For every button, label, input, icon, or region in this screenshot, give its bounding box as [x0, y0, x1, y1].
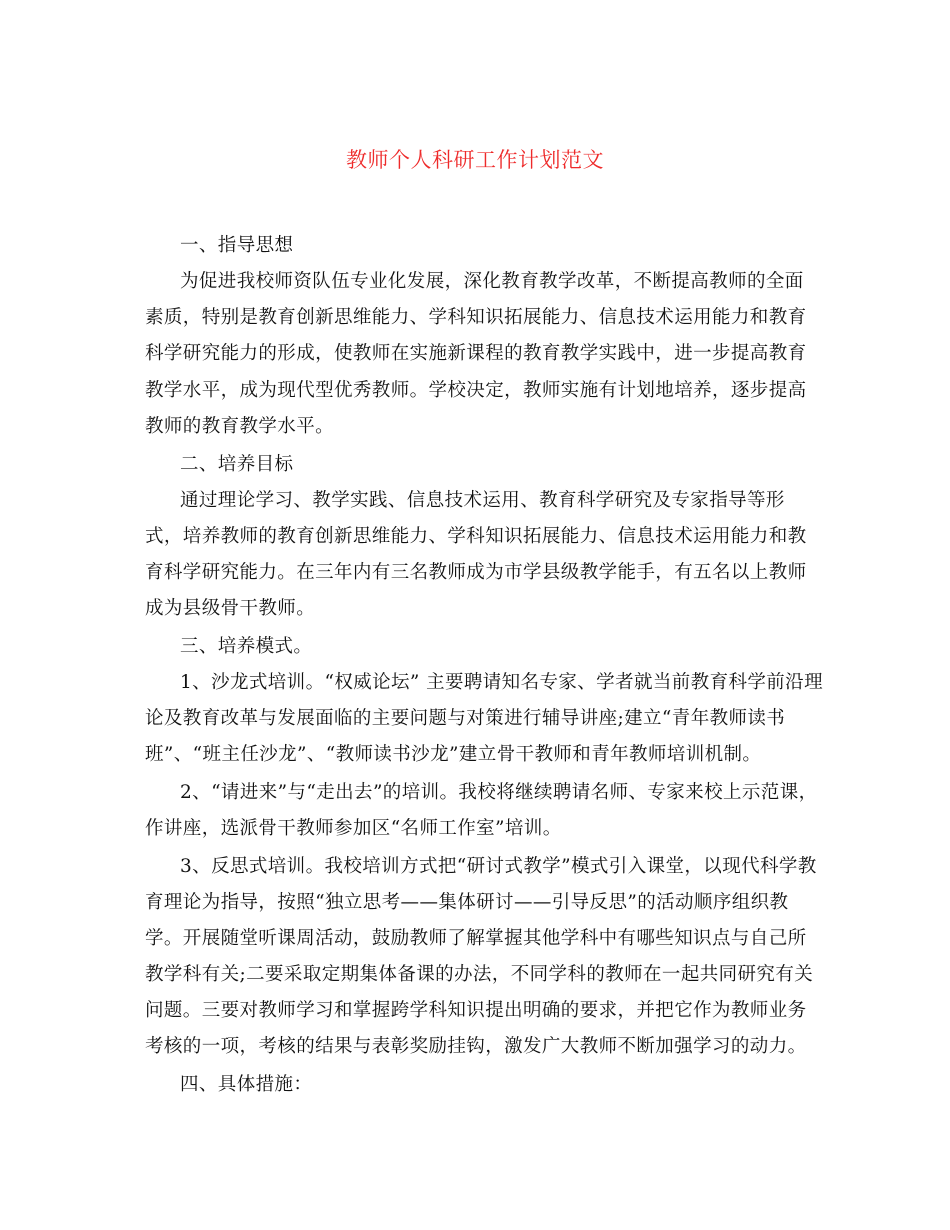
- heading-guiding-ideology: 一、指导思想: [180, 235, 294, 256]
- body-line: 班”、“班主任沙龙”、“教师读书沙龙”建立骨干教师和青年教师培训机制。: [145, 744, 762, 765]
- body-line: 3、反思式培训。我校培训方式把“研讨式教学”模式引入课堂，以现代科学教: [180, 856, 817, 877]
- body-line: 考核的一项，考核的结果与表彰奖励挂钩，激发广大教师不断加强学习的动力。: [145, 1036, 807, 1057]
- body-line: 学。开展随堂听课周活动，鼓励教师了解掌握其他学科中有哪些知识点与自己所: [145, 928, 807, 949]
- body-line: 式，培养教师的教育创新思维能力、学科知识拓展能力、信息技术运用能力和教: [145, 526, 807, 547]
- body-line: 教师的教育教学水平。: [145, 416, 335, 437]
- body-line: 育理论为指导，按照“独立思考——集体研讨——引导反思”的活动顺序组织教: [145, 892, 789, 913]
- body-line: 育科学研究能力。在三年内有三名教师成为市学县级教学能手，有五名以上教师: [145, 562, 807, 583]
- body-line: 作讲座，选派骨干教师参加区“名师工作室”培训。: [145, 818, 562, 839]
- body-line: 教学水平，成为现代型优秀教师。学校决定，教师实施有计划地培养，逐步提高: [145, 380, 807, 401]
- body-line: 1、沙龙式培训。“权威论坛” 主要聘请知名专家、学者就当前教育科学前沿理: [180, 672, 823, 693]
- body-line: 通过理论学习、教学实践、信息技术运用、教育科学研究及专家指导等形: [180, 490, 785, 511]
- body-line: 素质，特别是教育创新思维能力、学科知识拓展能力、信息技术运用能力和教育: [145, 307, 807, 328]
- document-title: 教师个人科研工作计划范文: [346, 148, 604, 172]
- body-line: 为促进我校师资队伍专业化发展，深化教育教学改革，不断提高教师的全面: [180, 271, 804, 292]
- body-line: 教学科有关;二要采取定期集体备课的办法，不同学科的教师在一起共同研究有关: [145, 964, 814, 985]
- heading-training-mode: 三、培养模式。: [180, 636, 313, 657]
- body-line: 科学研究能力的形成，使教师在实施新课程的教育教学实践中，进一步提高教育: [145, 343, 807, 364]
- heading-training-goals: 二、培养目标: [180, 454, 294, 475]
- body-line: 论及教育改革与发展面临的主要问题与对策进行辅导讲座;建立“青年教师读书: [145, 708, 786, 729]
- heading-specific-measures: 四、具体措施：: [180, 1074, 313, 1095]
- body-line: 问题。三要对教师学习和掌握跨学科知识提出明确的要求，并把它作为教师业务: [145, 1000, 807, 1021]
- body-line: 2、“请进来”与“走出去”的培训。我校将继续聘请名师、专家来校上示范课，: [180, 782, 818, 803]
- body-line: 成为县级骨干教师。: [145, 598, 316, 619]
